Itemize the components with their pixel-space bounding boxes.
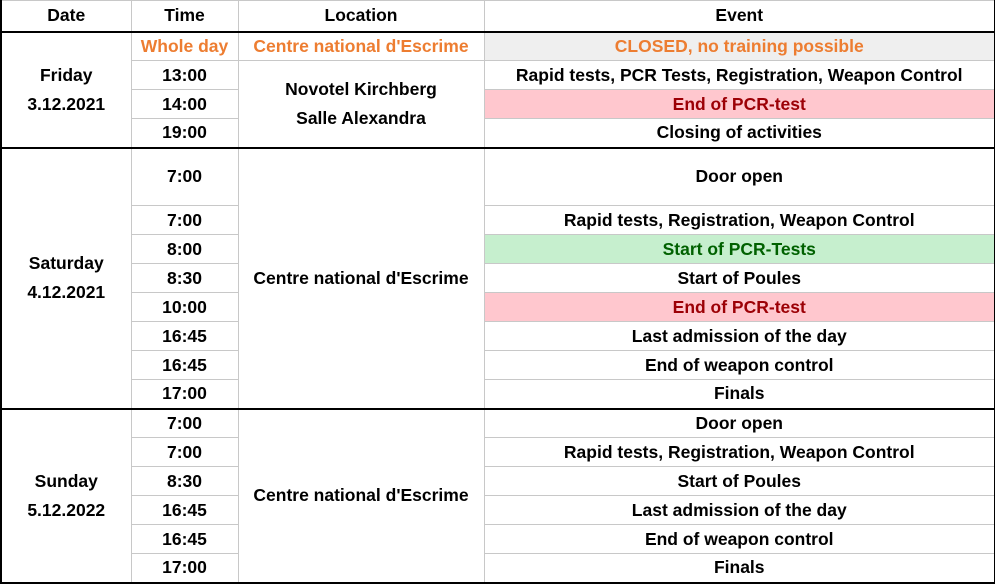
time-cell: 16:45: [131, 525, 238, 554]
event-cell: Door open: [484, 409, 995, 438]
table-row: [1, 322, 995, 351]
table-row: [1, 496, 995, 525]
time-cell: Whole day: [131, 32, 238, 61]
event-cell: Rapid tests, Registration, Weapon Control: [484, 206, 995, 235]
table-row: [1, 235, 995, 264]
event-cell: End of weapon control: [484, 525, 995, 554]
event-cell: Rapid tests, PCR Tests, Registration, Weapon Control: [484, 61, 995, 90]
date-cell-sunday: [1, 409, 131, 583]
table-row: [1, 409, 995, 438]
event-cell: Door open: [484, 148, 995, 206]
event-cell: Finals: [484, 554, 995, 583]
time-cell: 17:00: [131, 554, 238, 583]
event-cell: Last admission of the day: [484, 322, 995, 351]
table-row: [1, 206, 995, 235]
location-line: Novotel Kirchberg: [285, 78, 437, 99]
time-cell: 13:00: [131, 61, 238, 90]
time-cell: 7:00: [131, 206, 238, 235]
time-cell: 14:00: [131, 90, 238, 119]
event-cell-closed: CLOSED, no training possible: [484, 32, 995, 61]
event-cell: Start of Poules: [484, 467, 995, 496]
table-row: [1, 380, 995, 409]
table-row: [1, 351, 995, 380]
location-cell: Centre national d'Escrime: [238, 409, 484, 583]
header-event: Event: [484, 1, 995, 32]
time-cell: 19:00: [131, 119, 238, 148]
day-date: 4.12.2021: [27, 282, 106, 302]
time-cell: 16:45: [131, 322, 238, 351]
event-cell-highlight-red: End of PCR-test: [484, 90, 995, 119]
time-cell: 7:00: [131, 438, 238, 467]
table-row: [1, 32, 995, 61]
time-cell: 16:45: [131, 351, 238, 380]
time-cell: 8:00: [131, 235, 238, 264]
time-cell: 7:00: [131, 148, 238, 206]
table-row: [1, 467, 995, 496]
table-row: [1, 119, 995, 148]
date-cell-saturday: [1, 148, 131, 409]
date-cell-friday: [1, 32, 131, 148]
table-row: [1, 438, 995, 467]
table-row: [1, 90, 995, 119]
time-cell: 16:45: [131, 496, 238, 525]
table-row: [1, 148, 995, 206]
time-cell: 7:00: [131, 409, 238, 438]
table-row: [1, 264, 995, 293]
location-cell-novotel: [238, 61, 484, 148]
time-cell: 8:30: [131, 467, 238, 496]
event-cell-highlight-green: Start of PCR-Tests: [484, 235, 995, 264]
time-cell: 17:00: [131, 380, 238, 409]
event-cell: End of weapon control: [484, 351, 995, 380]
location-cell: Centre national d'Escrime: [238, 32, 484, 61]
event-cell-highlight-red: End of PCR-test: [484, 293, 995, 322]
time-cell: 8:30: [131, 264, 238, 293]
table-row: [1, 293, 995, 322]
day-date: 3.12.2021: [27, 93, 106, 114]
event-cell: Closing of activities: [484, 119, 995, 148]
table-row: [1, 554, 995, 583]
header-date: Date: [1, 1, 131, 32]
location-cell: Centre national d'Escrime: [238, 148, 484, 409]
location-line: Salle Alexandra: [296, 107, 426, 128]
day-name: Sunday: [34, 470, 98, 491]
event-cell: Start of Poules: [484, 264, 995, 293]
day-date: 5.12.2022: [27, 499, 106, 520]
table-row: [1, 525, 995, 554]
event-cell: Finals: [484, 380, 995, 409]
header-location: Location: [238, 1, 484, 32]
event-cell: Rapid tests, Registration, Weapon Control: [484, 438, 995, 467]
day-name: Friday: [39, 64, 93, 85]
event-cell: Last admission of the day: [484, 496, 995, 525]
day-name: Saturday: [28, 253, 104, 273]
time-cell: 10:00: [131, 293, 238, 322]
table-row: [1, 61, 995, 90]
header-time: Time: [131, 1, 238, 32]
header-row: [1, 1, 995, 32]
